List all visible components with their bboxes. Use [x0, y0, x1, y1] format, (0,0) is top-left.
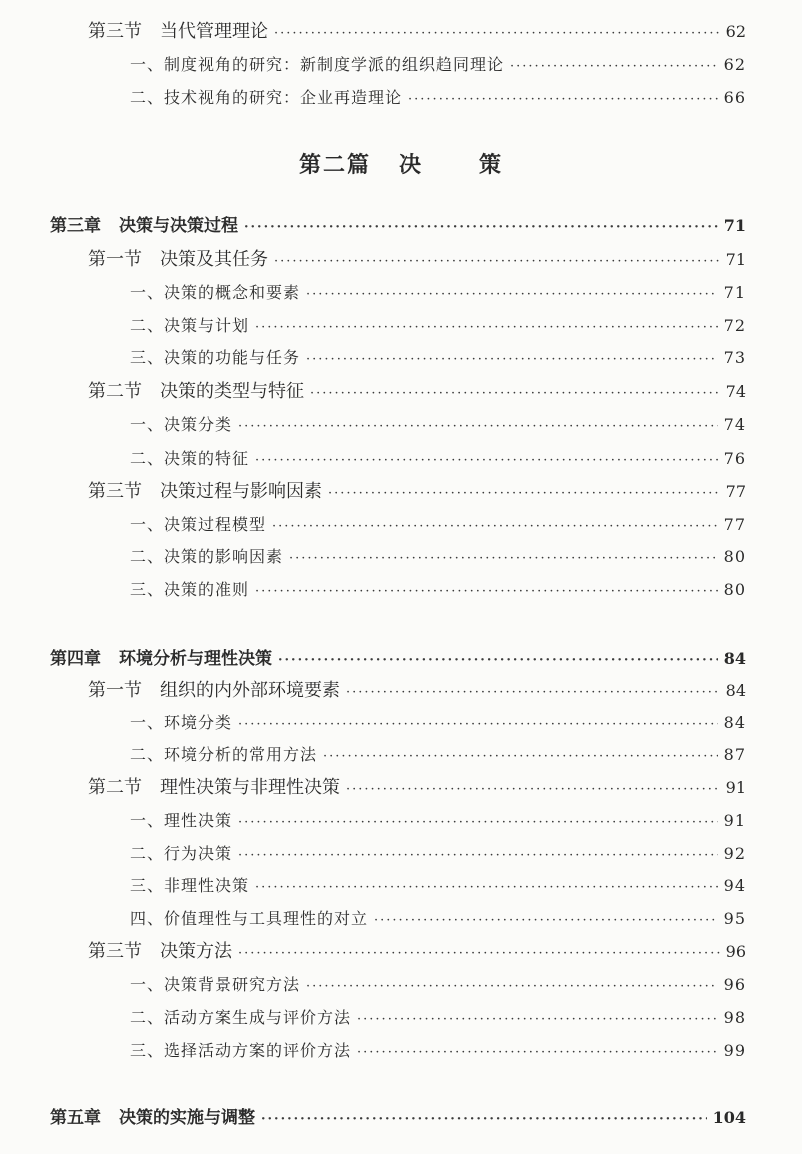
toc-page-number: 62: [725, 22, 746, 41]
dot-leader: [306, 975, 718, 999]
toc-entry-label: [130, 874, 249, 898]
toc-entry-number: 三、: [130, 876, 165, 895]
toc-entry-title: 活动方案生成与评价方法: [164, 1008, 352, 1027]
dot-leader: [357, 1041, 718, 1065]
dot-leader: [306, 283, 718, 307]
toc-page-number: 71: [725, 250, 746, 269]
toc-entry-label: [130, 973, 300, 997]
toc-entry-title: 当代管理理论: [160, 21, 268, 42]
toc-row-section[interactable]: [88, 679, 746, 705]
toc-entry-number: 二、: [130, 1008, 165, 1027]
toc-entry-title: 决策的实施与调整: [119, 1108, 255, 1128]
part-number: 第二篇: [298, 152, 371, 178]
toc-entry-number: 第四章: [50, 649, 101, 669]
toc-page-number: 91: [723, 811, 746, 830]
toc-page-number: 92: [723, 844, 746, 863]
toc-page-number: 84: [723, 713, 746, 732]
toc-row-item[interactable]: [130, 314, 746, 340]
toc-entry-title: 环境分类: [164, 713, 233, 732]
toc-row-chapter[interactable]: [50, 647, 746, 673]
toc-entry-number: 四、: [130, 909, 165, 928]
toc-entry-number: 第二节: [88, 777, 142, 798]
dot-leader: [255, 876, 718, 900]
toc-entry-number: 二、: [130, 449, 165, 468]
toc-row-item[interactable]: [130, 711, 746, 737]
toc-row-item[interactable]: [130, 346, 746, 372]
toc-row-item[interactable]: [130, 907, 746, 933]
toc-row-chapter[interactable]: [50, 1106, 746, 1132]
toc-page-number: 80: [723, 580, 746, 599]
toc-row-chapter[interactable]: [50, 214, 746, 240]
toc-entry-title: 决策与计划: [164, 316, 250, 335]
toc-page-number: 94: [723, 876, 746, 895]
dot-leader: [238, 811, 718, 835]
toc-entry-number: 二、: [130, 88, 165, 107]
toc-page-number: 80: [723, 547, 746, 566]
toc-entry-label: [130, 314, 249, 338]
toc-page-number: 74: [723, 415, 746, 434]
toc-entry-label: [88, 480, 322, 504]
toc-entry-title: 决策的影响因素: [164, 547, 284, 566]
toc-page-number: 84: [723, 649, 746, 668]
dot-leader: [328, 482, 720, 506]
dot-leader: [306, 348, 718, 372]
toc-row-item[interactable]: [130, 545, 746, 571]
toc-entry-title: 行为决策: [164, 844, 233, 863]
toc-entry-number: 二、: [130, 844, 165, 863]
toc-entry-title: 制度视角的研究：新制度学派的组织趋同理论: [164, 55, 505, 74]
toc-page-number: 84: [725, 681, 746, 700]
toc-page-number: 87: [723, 745, 746, 764]
toc-row-item[interactable]: [130, 413, 746, 439]
toc-entry-number: 二、: [130, 316, 165, 335]
dot-leader: [272, 515, 718, 539]
toc-entry-label: [130, 743, 317, 767]
toc-entry-title: 决策方法: [160, 941, 232, 962]
toc-entry-label: [130, 1039, 351, 1063]
toc-page-number: 99: [723, 1041, 746, 1060]
toc-entry-title: 决策分类: [164, 415, 233, 434]
toc-entry-number: 第三章: [50, 216, 101, 236]
toc-entry-number: 一、: [130, 975, 165, 994]
toc-entry-number: 二、: [130, 547, 165, 566]
dot-leader: [408, 88, 718, 112]
toc-entry-number: 一、: [130, 55, 165, 74]
toc-row-section[interactable]: [88, 380, 746, 406]
toc-row-section[interactable]: [88, 940, 746, 966]
toc-entry-title: 决策的类型与特征: [160, 381, 304, 402]
toc-entry-title: 环境分析的常用方法: [164, 745, 318, 764]
toc-page-number: 73: [723, 348, 746, 367]
toc-entry-title: 非理性决策: [164, 876, 250, 895]
toc-entry-label: [50, 647, 272, 671]
toc-entry-title: 决策的功能与任务: [164, 348, 301, 367]
toc-page-number: 91: [725, 778, 746, 797]
toc-entry-number: 一、: [130, 515, 165, 534]
dot-leader: [323, 745, 718, 769]
dot-leader: [289, 547, 718, 571]
toc-row-section[interactable]: [88, 776, 746, 802]
toc-entry-number: 三、: [130, 580, 165, 599]
dot-leader: [238, 415, 718, 439]
dot-leader: [310, 382, 720, 406]
toc-entry-number: 三、: [130, 348, 165, 367]
dot-leader: [255, 580, 718, 604]
toc-entry-title: 组织的内外部环境要素: [160, 680, 340, 701]
toc-entry-number: 第三节: [88, 21, 142, 42]
toc-page-number: 72: [723, 316, 746, 335]
dot-leader: [255, 316, 718, 340]
toc-entry-number: 二、: [130, 745, 165, 764]
toc-entry-label: [50, 1106, 255, 1130]
toc-page-number: 76: [723, 449, 746, 468]
toc-row-item[interactable]: [130, 578, 746, 604]
toc-row-item[interactable]: [130, 874, 746, 900]
toc-entry-number: 一、: [130, 811, 165, 830]
part-title: [0, 148, 802, 179]
toc-entry-title: 价值理性与工具理性的对立: [164, 909, 369, 928]
toc-entry-title: 技术视角的研究：企业再造理论: [164, 88, 403, 107]
toc-entry-label: [88, 940, 232, 964]
dot-leader: [261, 1108, 707, 1132]
toc-row-item[interactable]: [130, 447, 746, 473]
toc-entry-label: [88, 679, 340, 703]
toc-entry-title: 理性决策: [164, 811, 233, 830]
toc-row-item[interactable]: [130, 842, 746, 868]
toc-entry-number: 一、: [130, 415, 165, 434]
toc-entry-label: [130, 53, 504, 77]
toc-page-number: 95: [723, 909, 746, 928]
toc-entry-label: [130, 513, 266, 537]
toc-entry-title: 环境分析与理性决策: [119, 649, 272, 669]
dot-leader: [238, 713, 718, 737]
toc-row-item[interactable]: [130, 1039, 746, 1065]
toc-page-number: 96: [723, 975, 746, 994]
toc-entry-title: 决策的概念和要素: [164, 283, 301, 302]
toc-entry-number: 一、: [130, 713, 165, 732]
toc-row-item[interactable]: [130, 53, 746, 79]
toc-page-number: 74: [725, 382, 746, 401]
dot-leader: [510, 55, 718, 79]
toc-entry-number: 三、: [130, 1041, 165, 1060]
toc-entry-title: 决策及其任务: [160, 249, 268, 270]
toc-entry-title: 选择活动方案的评价方法: [164, 1041, 352, 1060]
toc-page-number: 62: [723, 55, 746, 74]
dot-leader: [278, 649, 718, 673]
toc-row-item[interactable]: [130, 1006, 746, 1032]
part-title-char-2: 策: [479, 152, 504, 178]
toc-entry-label: [130, 711, 232, 735]
dot-leader: [244, 216, 718, 240]
toc-page-number: 71: [723, 216, 746, 235]
toc-row-section[interactable]: [88, 248, 746, 274]
toc-page-number: 98: [723, 1008, 746, 1027]
toc-entry-label: [50, 214, 238, 238]
toc-page-number: 104: [712, 1108, 746, 1127]
toc-row-item[interactable]: [130, 809, 746, 835]
toc-entry-number: 第五章: [50, 1108, 101, 1128]
dot-leader: [238, 844, 718, 868]
dot-leader: [274, 22, 720, 46]
toc-entry-label: [88, 20, 268, 44]
toc-entry-title: 决策的准则: [164, 580, 250, 599]
toc-page-number: 77: [723, 515, 746, 534]
toc-entry-title: 决策与决策过程: [119, 216, 238, 236]
toc-row-section[interactable]: [88, 20, 746, 46]
toc-entry-label: [130, 842, 232, 866]
part-title-char-1: 决: [398, 152, 423, 178]
toc-row-item[interactable]: [130, 513, 746, 539]
toc-entry-title: 决策背景研究方法: [164, 975, 301, 994]
toc-entry-label: [130, 907, 368, 931]
toc-row-item[interactable]: [130, 281, 746, 307]
toc-entry-title: 理性决策与非理性决策: [160, 777, 340, 798]
toc-entry-label: [88, 248, 268, 272]
toc-entry-label: [130, 809, 232, 833]
dot-leader: [346, 778, 720, 802]
toc-entry-label: [130, 578, 249, 602]
toc-row-section[interactable]: [88, 480, 746, 506]
dot-leader: [357, 1008, 718, 1032]
toc-entry-title: 决策过程与影响因素: [160, 481, 322, 502]
dot-leader: [374, 909, 718, 933]
toc-entry-label: [130, 86, 402, 110]
toc-entry-label: [130, 413, 232, 437]
toc-entry-number: 第二节: [88, 381, 142, 402]
toc-entry-label: [130, 545, 283, 569]
toc-entry-label: [88, 380, 304, 404]
toc-entry-label: [130, 447, 249, 471]
toc-entry-number: 第三节: [88, 941, 142, 962]
toc-page-number: 77: [725, 482, 746, 501]
toc-entry-number: 一、: [130, 283, 165, 302]
toc-entry-label: [88, 776, 340, 800]
toc-entry-label: [130, 281, 300, 305]
toc-page-number: 66: [723, 88, 746, 107]
toc-entry-label: [130, 346, 300, 370]
toc-entry-title: 决策过程模型: [164, 515, 267, 534]
toc-row-item[interactable]: [130, 86, 746, 112]
toc-entry-label: [130, 1006, 351, 1030]
toc-row-item[interactable]: [130, 743, 746, 769]
toc-row-item[interactable]: [130, 973, 746, 999]
toc-entry-title: 决策的特征: [164, 449, 250, 468]
toc-page-number: 71: [723, 283, 746, 302]
dot-leader: [255, 449, 718, 473]
dot-leader: [238, 942, 720, 966]
toc-page-number: 96: [725, 942, 746, 961]
dot-leader: [274, 250, 720, 274]
toc-entry-number: 第三节: [88, 481, 142, 502]
toc-entry-number: 第一节: [88, 249, 142, 270]
toc-entry-number: 第一节: [88, 680, 142, 701]
dot-leader: [346, 681, 720, 705]
